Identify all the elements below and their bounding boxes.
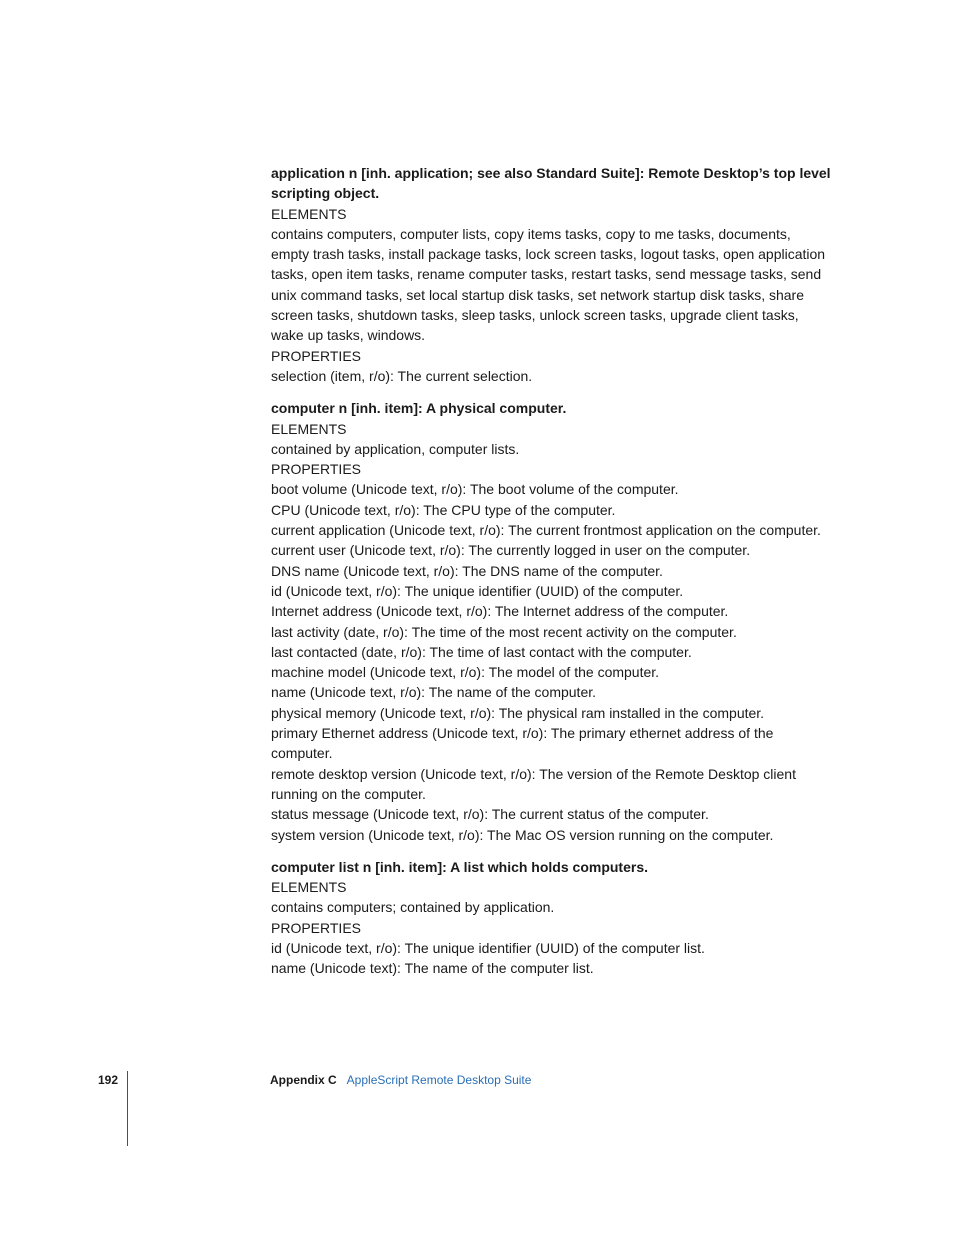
section-line: contains computers, computer lists, copy items tasks, copy to me tasks, documents, empty trash tasks, install package tasks, lock screen tasks, logout tasks, open application tasks, open item tasks, rename computer tasks, restart tasks, send message tasks, send unix command tasks, set local startup disk tasks, set network startup disk tasks, share screen tasks, shutdown tasks, sleep tasks, unlock screen tasks, upgrade client tasks, wake up tasks, windows. xyxy=(271,225,826,344)
section-line: boot volume (Unicode text, r/o): The boot volume of the computer. xyxy=(271,481,679,498)
section-line: ELEMENTS xyxy=(271,205,347,222)
section-computer xyxy=(271,398,831,845)
section-line: name (Unicode text, r/o): The name of the computer. xyxy=(271,684,597,701)
section-line: remote desktop version (Unicode text, r/o): The version of the Remote Desktop client running on the computer. xyxy=(271,765,796,802)
section-line: selection (item, r/o): The current selection. xyxy=(271,367,533,384)
section-line: system version (Unicode text, r/o): The Mac OS version running on the computer. xyxy=(271,826,774,843)
section-line: contained by application, computer lists. xyxy=(271,440,520,457)
section-line: physical memory (Unicode text, r/o): The physical ram installed in the computer. xyxy=(271,704,765,721)
section-line: current user (Unicode text, r/o): The currently logged in user on the computer. xyxy=(271,542,751,559)
section-line: contains computers; contained by application. xyxy=(271,899,555,916)
section-line: id (Unicode text, r/o): The unique identifier (UUID) of the computer list. xyxy=(271,939,705,956)
section-line: ELEMENTS xyxy=(271,420,347,437)
page-number: 192 xyxy=(98,1073,119,1087)
footer-appendix-label: Appendix C xyxy=(270,1073,337,1087)
footer-chapter-title: AppleScript Remote Desktop Suite xyxy=(346,1073,532,1087)
section-line: id (Unicode text, r/o): The unique identifier (UUID) of the computer. xyxy=(271,582,684,599)
section-line: PROPERTIES xyxy=(271,461,361,478)
section-line: ELEMENTS xyxy=(271,879,347,896)
footer-divider xyxy=(127,1071,128,1146)
section-line: status message (Unicode text, r/o): The current status of the computer. xyxy=(271,806,709,823)
section-line: last contacted (date, r/o): The time of last contact with the computer. xyxy=(271,643,692,660)
section-line: machine model (Unicode text, r/o): The model of the computer. xyxy=(271,664,660,681)
section-application xyxy=(271,163,831,386)
document-body xyxy=(271,163,831,991)
section-heading: computer n [inh. item]: A physical computer. xyxy=(271,400,567,417)
running-footer xyxy=(270,1072,531,1088)
section-line: name (Unicode text): The name of the computer list. xyxy=(271,960,594,977)
section-heading: computer list n [inh. item]: A list which holds computers. xyxy=(271,858,648,875)
section-line: Internet address (Unicode text, r/o): The Internet address of the computer. xyxy=(271,603,729,620)
section-line: last activity (date, r/o): The time of the most recent activity on the computer. xyxy=(271,623,737,640)
section-line: CPU (Unicode text, r/o): The CPU type of the computer. xyxy=(271,501,616,518)
section-line: PROPERTIES xyxy=(271,919,361,936)
section-line: primary Ethernet address (Unicode text, r/o): The primary ethernet address of the computer. xyxy=(271,725,774,762)
section-computer-list xyxy=(271,857,831,979)
section-heading: application n [inh. application; see also Standard Suite]: Remote Desktop’s top level scripting object. xyxy=(271,165,831,202)
section-line: DNS name (Unicode text, r/o): The DNS name of the computer. xyxy=(271,562,663,579)
section-line: PROPERTIES xyxy=(271,347,361,364)
section-line: current application (Unicode text, r/o): The current frontmost application on the computer. xyxy=(271,522,821,539)
